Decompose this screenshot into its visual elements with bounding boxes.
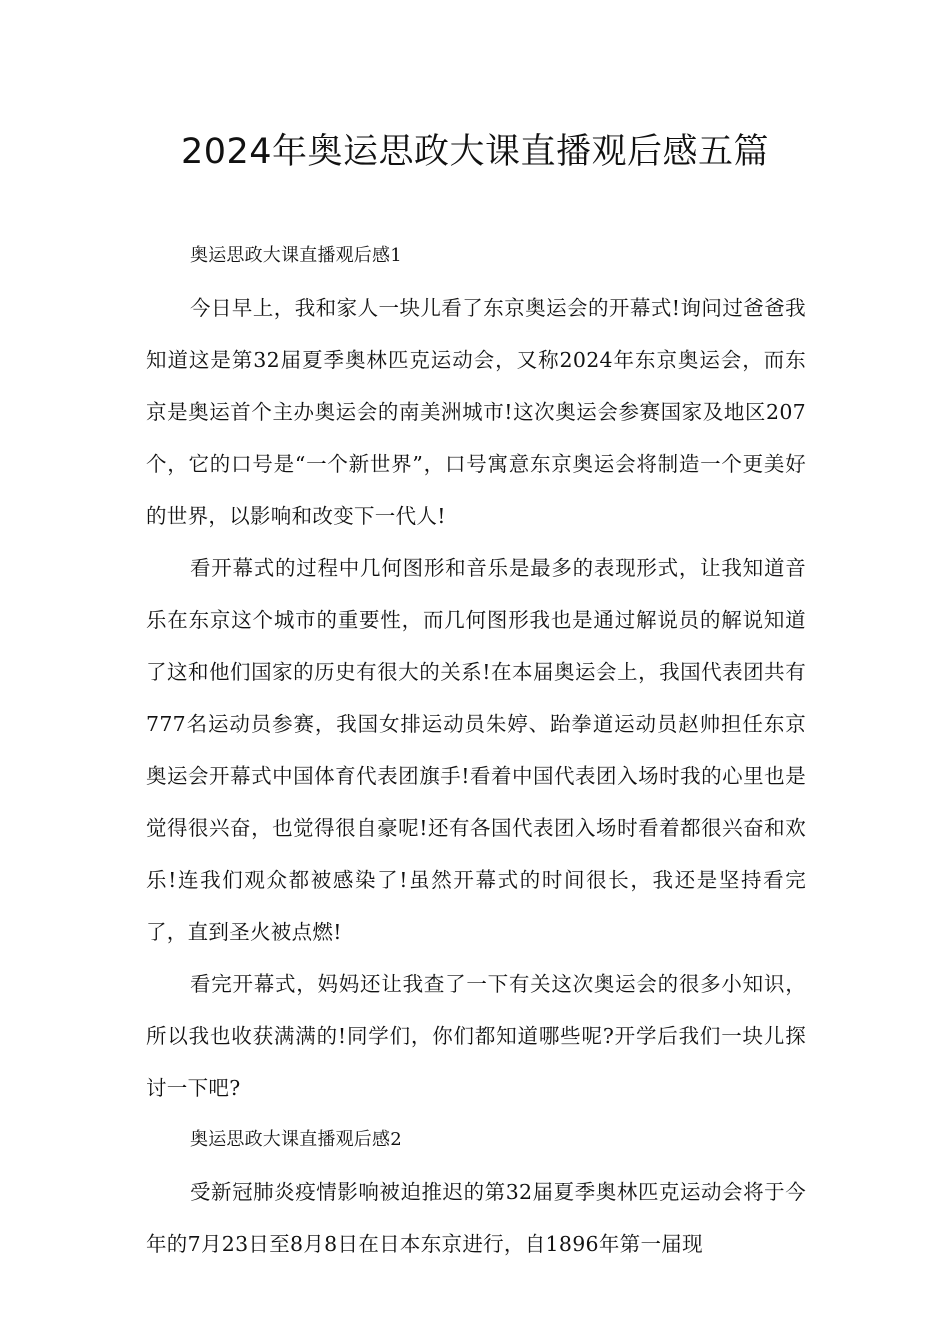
document-title: 2024年奥运思政大课直播观后感五篇 bbox=[180, 132, 770, 172]
section-heading-1: 奥运思政大课直播观后感1 bbox=[190, 245, 402, 266]
paragraph: 今日早上，我和家人一块儿看了东京奥运会的开幕式!询问过爸爸我知道这是第32届夏季奥林匹克运动会，又称2024年东京奥运会，而东京是奥运首个主办奥运会的南美洲城市!这次奥运会参赛国家及地区207个，它的口号是“一个新世界”，口号寓意东京奥运会将制造一个更美好的世界，以影响和改变下一代人! bbox=[146, 296, 806, 528]
section-heading-2: 奥运思政大课直播观后感2 bbox=[190, 1129, 402, 1150]
paragraph: 看开幕式的过程中几何图形和音乐是最多的表现形式，让我知道音乐在东京这个城市的重要性，而几何图形我也是通过解说员的解说知道了这和他们国家的历史有很大的关系!在本届奥运会上，我国代表团共有777名运动员参赛，我国女排运动员朱婷、跆拳道运动员赵帅担任东京奥运会开幕式中国体育代表团旗手!看着中国代表团入场时我的心里也是觉得很兴奋，也觉得很自豪呢!还有各国代表团入场时看着都很兴奋和欢乐!连我们观众都被感染了!虽然开幕式的时间很长，我还是坚持看完了，直到圣火被点燃! bbox=[146, 556, 806, 944]
paragraph: 看完开幕式，妈妈还让我查了一下有关这次奥运会的很多小知识，所以我也收获满满的!同学们，你们都知道哪些呢?开学后我们一块儿探讨一下吧? bbox=[146, 972, 806, 1100]
document-body bbox=[146, 230, 806, 1270]
paragraph: 受新冠肺炎疫情影响被迫推迟的第32届夏季奥林匹克运动会将于今年的7月23日至8月8日在日本东京进行，自1896年第一届现 bbox=[146, 1180, 806, 1256]
